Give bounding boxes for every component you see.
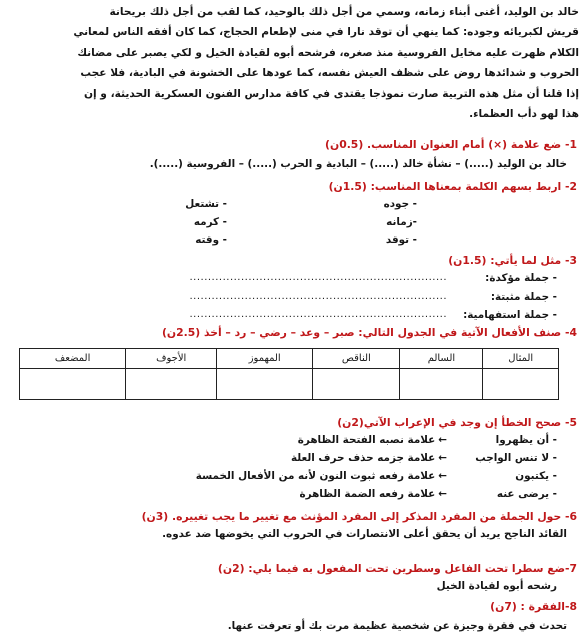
answer-dots: ......................................................................	[189, 291, 447, 302]
arrow-icon: ←	[438, 434, 447, 446]
q3-item: - جملة مؤكدة:	[485, 272, 557, 284]
intro-line: الكلام ظهرت عليه مخايل الفروسية منذ صغره، فرشحه أبوه لقيادة الخيل و لكي يصبر على مضانك	[77, 47, 579, 59]
table-cell[interactable]	[126, 369, 217, 400]
answer-dots: ......................................................................	[189, 309, 447, 320]
question-6-sentence: القائد الناجح يريد أن يحقق أعلى الانتصارات في الحروب التي يخوضها ضد عدوه.	[162, 528, 567, 540]
verb-classification-table	[19, 348, 559, 400]
table-header: السالم	[400, 349, 483, 369]
table-header: المثال	[483, 349, 559, 369]
q5-analysis	[196, 470, 447, 482]
question-2-title: 2- اربط بسهم الكلمة بمعناها المناسب: (1.5ن)	[328, 180, 577, 193]
arrow-icon: ←	[438, 452, 447, 464]
table-header: الأجوف	[126, 349, 217, 369]
q2-left-word: - جوده	[383, 198, 417, 210]
question-7-title: 7-ضع سطرا تحت الفاعل وسطرين تحت المفعول به فيما يلي: (2ن)	[217, 562, 577, 575]
table-header: المهموز	[217, 349, 313, 369]
intro-line: الحروب و شدائدها روض على شظف العيش نفسه، كما عودها على الخشونة في البادية، فلا عجب	[80, 67, 579, 79]
table-cell[interactable]	[313, 369, 400, 400]
q5-analysis-text: علامة جزمه حذف حرف العلة	[290, 452, 436, 464]
question-8-title: 8-الفقرة : (7ن)	[490, 600, 577, 613]
q3-item: - جملة مثبتة:	[490, 291, 557, 303]
q5-verb: - يرضى عنه	[496, 488, 557, 500]
q5-verb: - أن يظهروا	[495, 434, 557, 446]
table-cell[interactable]	[483, 369, 559, 400]
table-cell[interactable]	[217, 369, 313, 400]
q5-verb: - لا تنس الواجب	[475, 452, 557, 464]
intro-line: قريش لكبريائه وجوده: كما ينهي أن توقد نارا في منى لإطعام الحجاج، كما كان أفقه الناس لمعاني	[73, 26, 579, 38]
q5-analysis	[291, 452, 447, 464]
q5-verb: - يكتبون	[515, 470, 557, 482]
question-3-title: 3- مثل لما يأتي: (1.5ن)	[448, 254, 577, 267]
table-cell[interactable]	[20, 369, 126, 400]
q2-right-word: - كرمه	[193, 216, 227, 228]
question-1-title: 1- ضع علامة (×) أمام العنوان المناسب. (0.5ن)	[325, 138, 577, 151]
question-7-sentence: رشحه أبوه لقيادة الخيل	[436, 580, 557, 592]
intro-line: خالد بن الوليد، أغنى أبناء زمانه، وسمي من أجل ذلك بالوحيد، كما لقب من أجل ذلك بريحانة	[109, 6, 579, 18]
q2-right-word: - تشتعل	[185, 198, 227, 210]
intro-line: هذا لهو دأب العظماء.	[469, 108, 579, 120]
arrow-icon: ←	[438, 488, 447, 500]
q5-analysis	[298, 434, 447, 446]
question-5-title: 5- صحح الخطأ إن وجد في الإعراب الآتي(2ن)	[337, 416, 577, 429]
q5-analysis	[299, 488, 447, 500]
q5-analysis-text: علامة نصبه الفتحة الظاهرة	[297, 434, 436, 446]
q2-left-word: -زمانه	[386, 216, 417, 228]
q2-right-word: - وقته	[195, 234, 227, 246]
q5-analysis-text: علامة رفعه الضمة الظاهرة	[299, 488, 436, 500]
question-1-options: خالد بن الوليد (.....) – نشأة خالد (.....) – البادية و الحرب (.....) – الفروسية (.....).	[149, 158, 567, 170]
answer-dots: ......................................................................	[189, 272, 447, 283]
intro-line: إذا قلنا أن مثل هذه التربية صارت نموذجا يقتدى في كافة مدارس الفنون العسكرية الحديثة، و إن	[83, 88, 579, 100]
q2-left-word: - توقد	[385, 234, 417, 246]
table-cell[interactable]	[400, 369, 483, 400]
q3-item: - جملة استفهامية:	[463, 309, 557, 321]
table-header: المضعف	[20, 349, 126, 369]
question-6-title: 6- حول الجملة من المفرد المذكر إلى المفرد المؤنث مع تغيير ما يجب تغييره. (3ن)	[141, 510, 577, 523]
question-4-title: 4- صنف الأفعال الآتية في الجدول التالي: صبر – وعد – رضي – رد – أخذ (2.5ن)	[161, 326, 577, 339]
arrow-icon: ←	[438, 470, 447, 482]
question-8-prompt: تحدث في فقرة وجيزة عن شخصية عظيمة مرت بك أو تعرفت عنها.	[227, 620, 567, 632]
q5-analysis-text: علامة رفعه ثبوت النون لأنه من الأفعال الخمسة	[195, 470, 436, 482]
table-header: الناقص	[313, 349, 400, 369]
